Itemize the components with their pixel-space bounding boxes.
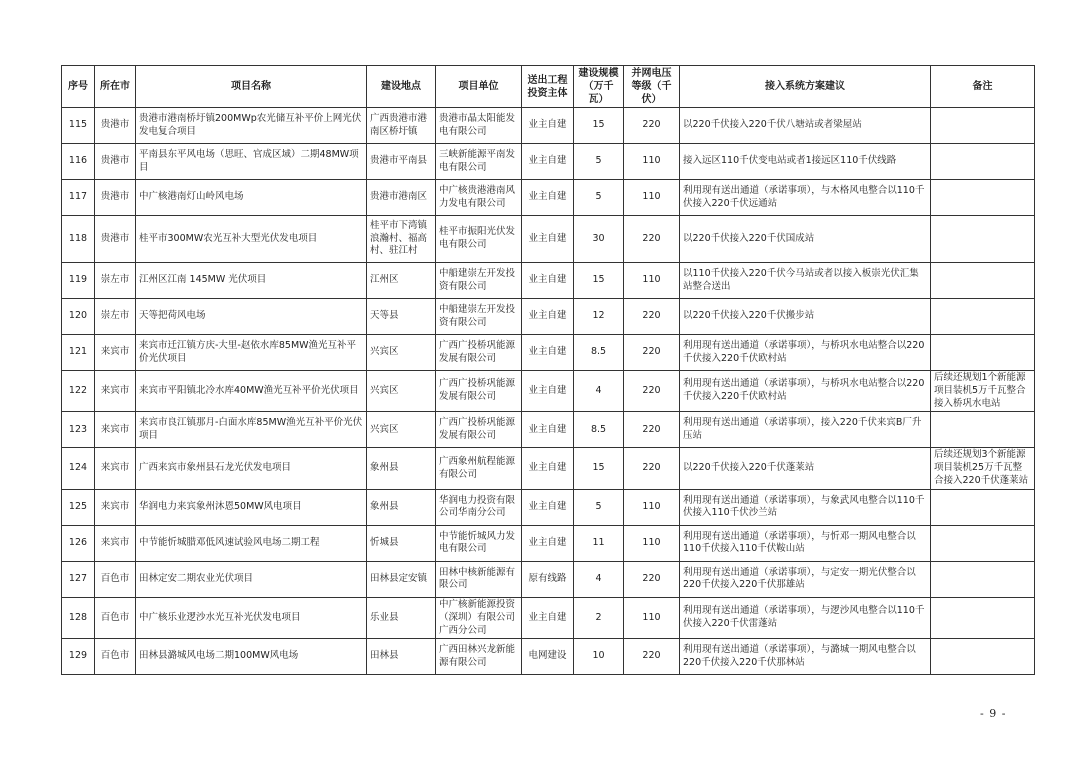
cell-investor: 业主自建 xyxy=(522,412,574,448)
table-row xyxy=(62,263,1035,299)
cell-access-plan: 利用现有送出通道（承诺事项），与木格风电整合以110千伏接入220千伏远通站 xyxy=(680,180,931,216)
cell-investor: 业主自建 xyxy=(522,489,574,525)
cell-access-plan: 利用现有送出通道（承诺事项），与忻邓一期风电整合以110千伏接入110千伏鞍山站 xyxy=(680,525,931,561)
cell-seq: 126 xyxy=(62,525,95,561)
cell-access-plan: 以220千伏接入220千伏搬步站 xyxy=(680,299,931,335)
cell-project-unit: 广西广投桥巩能源发展有限公司 xyxy=(436,412,522,448)
cell-project-unit: 广西象州航程能源有限公司 xyxy=(436,448,522,489)
cell-city: 来宾市 xyxy=(95,525,136,561)
cell-seq: 115 xyxy=(62,108,95,144)
cell-voltage: 220 xyxy=(624,216,680,263)
cell-project-name: 天等把荷风电场 xyxy=(136,299,367,335)
cell-remarks xyxy=(931,412,1035,448)
cell-seq: 116 xyxy=(62,144,95,180)
cell-investor: 业主自建 xyxy=(522,335,574,371)
cell-investor: 业主自建 xyxy=(522,263,574,299)
cell-project-name: 贵港市港南桥圩镇200MWp农光储互补平价上网光伏发电复合项目 xyxy=(136,108,367,144)
cell-access-plan: 利用现有送出通道（承诺事项），与桥巩水电站整合以220千伏接入220千伏欧村站 xyxy=(680,371,931,412)
cell-seq: 124 xyxy=(62,448,95,489)
cell-project-name: 田林定安二期农业光伏项目 xyxy=(136,561,367,597)
cell-seq: 121 xyxy=(62,335,95,371)
cell-investor: 业主自建 xyxy=(522,597,574,638)
cell-scale: 4 xyxy=(574,371,624,412)
cell-scale: 5 xyxy=(574,144,624,180)
cell-seq: 117 xyxy=(62,180,95,216)
cell-remarks xyxy=(931,180,1035,216)
header-remarks: 备注 xyxy=(931,66,1035,108)
cell-remarks: 后续还规划3个新能源项目装机25万千瓦整合接入220千伏蓬莱站 xyxy=(931,448,1035,489)
cell-remarks xyxy=(931,489,1035,525)
cell-city: 来宾市 xyxy=(95,412,136,448)
cell-remarks xyxy=(931,263,1035,299)
table-row xyxy=(62,180,1035,216)
cell-city: 来宾市 xyxy=(95,371,136,412)
cell-project-unit: 中广核贵港港南风力发电有限公司 xyxy=(436,180,522,216)
cell-city: 来宾市 xyxy=(95,448,136,489)
cell-remarks xyxy=(931,597,1035,638)
cell-seq: 120 xyxy=(62,299,95,335)
cell-project-unit: 贵港市晶太阳能发电有限公司 xyxy=(436,108,522,144)
cell-scale: 12 xyxy=(574,299,624,335)
cell-scale: 15 xyxy=(574,263,624,299)
cell-city: 贵港市 xyxy=(95,108,136,144)
cell-city: 百色市 xyxy=(95,561,136,597)
cell-location: 兴宾区 xyxy=(367,335,436,371)
cell-access-plan: 接入远区110千伏变电站或者1接远区110千伏线路 xyxy=(680,144,931,180)
cell-project-unit: 中船建崇左开发投资有限公司 xyxy=(436,299,522,335)
cell-scale: 5 xyxy=(574,180,624,216)
cell-remarks xyxy=(931,639,1035,675)
cell-remarks xyxy=(931,144,1035,180)
cell-investor: 业主自建 xyxy=(522,216,574,263)
cell-remarks xyxy=(931,299,1035,335)
cell-remarks: 后续还规划1个新能源项目装机5万千瓦整合接入桥巩水电站 xyxy=(931,371,1035,412)
cell-city: 贵港市 xyxy=(95,216,136,263)
cell-project-unit: 中船建崇左开发投资有限公司 xyxy=(436,263,522,299)
cell-location: 广西贵港市港南区桥圩镇 xyxy=(367,108,436,144)
cell-voltage: 220 xyxy=(624,448,680,489)
cell-project-name: 中广核乐业逻沙水光互补光伏发电项目 xyxy=(136,597,367,638)
cell-location: 江州区 xyxy=(367,263,436,299)
table-row xyxy=(62,639,1035,675)
cell-city: 贵港市 xyxy=(95,144,136,180)
cell-project-name: 来宾市迁江镇方庆-大里-赵依水库85MW渔光互补平价光伏项目 xyxy=(136,335,367,371)
table-row xyxy=(62,525,1035,561)
cell-investor: 业主自建 xyxy=(522,108,574,144)
cell-scale: 15 xyxy=(574,108,624,144)
table-row xyxy=(62,448,1035,489)
header-location: 建设地点 xyxy=(367,66,436,108)
cell-voltage: 110 xyxy=(624,263,680,299)
cell-investor: 电网建设 xyxy=(522,639,574,675)
cell-location: 田林县定安镇 xyxy=(367,561,436,597)
table-row xyxy=(62,412,1035,448)
cell-scale: 15 xyxy=(574,448,624,489)
cell-project-name: 江州区江南 145MW 光伏项目 xyxy=(136,263,367,299)
cell-project-unit: 广西广投桥巩能源发展有限公司 xyxy=(436,335,522,371)
header-access-plan: 接入系统方案建议 xyxy=(680,66,931,108)
cell-project-unit: 广西田林兴龙新能源有限公司 xyxy=(436,639,522,675)
cell-investor: 业主自建 xyxy=(522,180,574,216)
cell-investor: 业主自建 xyxy=(522,448,574,489)
cell-voltage: 220 xyxy=(624,412,680,448)
header-scale: 建设规模（万千瓦） xyxy=(574,66,624,108)
cell-project-name: 来宾市平阳镇北冷水库40MW渔光互补平价光伏项目 xyxy=(136,371,367,412)
cell-voltage: 220 xyxy=(624,639,680,675)
cell-seq: 119 xyxy=(62,263,95,299)
cell-city: 百色市 xyxy=(95,597,136,638)
header-voltage: 并网电压等级（千伏） xyxy=(624,66,680,108)
cell-seq: 129 xyxy=(62,639,95,675)
cell-location: 乐业县 xyxy=(367,597,436,638)
cell-project-unit: 桂平市振阳光伏发电有限公司 xyxy=(436,216,522,263)
cell-project-unit: 广西广投桥巩能源发展有限公司 xyxy=(436,371,522,412)
cell-remarks xyxy=(931,108,1035,144)
cell-investor: 业主自建 xyxy=(522,371,574,412)
cell-city: 贵港市 xyxy=(95,180,136,216)
header-city: 所在市 xyxy=(95,66,136,108)
cell-scale: 8.5 xyxy=(574,412,624,448)
cell-access-plan: 利用现有送出通道（承诺事项），与逻沙风电整合以110千伏接入220千伏雷蓬站 xyxy=(680,597,931,638)
cell-voltage: 220 xyxy=(624,561,680,597)
cell-project-name: 来宾市良江镇那月-白面水库85MW渔光互补平价光伏项目 xyxy=(136,412,367,448)
cell-project-name: 田林县潞城风电场二期100MW风电场 xyxy=(136,639,367,675)
cell-location: 贵港市平南县 xyxy=(367,144,436,180)
cell-access-plan: 以110千伏接入220千伏今马站或者以接入板崇光伏汇集站整合送出 xyxy=(680,263,931,299)
cell-voltage: 110 xyxy=(624,144,680,180)
header-row xyxy=(62,66,1035,108)
cell-investor: 业主自建 xyxy=(522,299,574,335)
cell-scale: 2 xyxy=(574,597,624,638)
table-row xyxy=(62,371,1035,412)
cell-investor: 业主自建 xyxy=(522,144,574,180)
cell-access-plan: 利用现有送出通道（承诺事项），接入220千伏来宾B厂升压站 xyxy=(680,412,931,448)
cell-access-plan: 利用现有送出通道（承诺事项），与象武风电整合以110千伏接入110千伏沙兰站 xyxy=(680,489,931,525)
cell-location: 田林县 xyxy=(367,639,436,675)
cell-location: 兴宾区 xyxy=(367,371,436,412)
cell-seq: 122 xyxy=(62,371,95,412)
cell-project-unit: 田林中核新能源有限公司 xyxy=(436,561,522,597)
cell-project-name: 中节能忻城腊邓低风速试验风电场二期工程 xyxy=(136,525,367,561)
cell-investor: 原有线路 xyxy=(522,561,574,597)
cell-access-plan: 利用现有送出通道（承诺事项），与定安一期光伏整合以220千伏接入220千伏那雄站 xyxy=(680,561,931,597)
table-row xyxy=(62,489,1035,525)
cell-voltage: 110 xyxy=(624,489,680,525)
header-seq: 序号 xyxy=(62,66,95,108)
cell-remarks xyxy=(931,216,1035,263)
cell-seq: 123 xyxy=(62,412,95,448)
cell-project-unit: 三峡新能源平南发电有限公司 xyxy=(436,144,522,180)
cell-voltage: 110 xyxy=(624,597,680,638)
cell-project-name: 中广核港南灯山岭风电场 xyxy=(136,180,367,216)
cell-investor: 业主自建 xyxy=(522,525,574,561)
cell-remarks xyxy=(931,525,1035,561)
table-row xyxy=(62,299,1035,335)
cell-project-unit: 华润电力投资有限公司华南分公司 xyxy=(436,489,522,525)
cell-voltage: 220 xyxy=(624,371,680,412)
cell-scale: 30 xyxy=(574,216,624,263)
cell-city: 百色市 xyxy=(95,639,136,675)
cell-location: 忻城县 xyxy=(367,525,436,561)
cell-project-name: 华润电力来宾象州沐恩50MW风电项目 xyxy=(136,489,367,525)
cell-city: 来宾市 xyxy=(95,489,136,525)
table-row xyxy=(62,108,1035,144)
cell-voltage: 220 xyxy=(624,335,680,371)
cell-project-name: 桂平市300MW农光互补大型光伏发电项目 xyxy=(136,216,367,263)
page-number: - 9 - xyxy=(980,707,1007,720)
cell-scale: 5 xyxy=(574,489,624,525)
cell-city: 崇左市 xyxy=(95,299,136,335)
cell-location: 天等县 xyxy=(367,299,436,335)
project-table xyxy=(61,65,1035,675)
cell-location: 象州县 xyxy=(367,448,436,489)
cell-seq: 128 xyxy=(62,597,95,638)
cell-scale: 4 xyxy=(574,561,624,597)
cell-seq: 125 xyxy=(62,489,95,525)
cell-access-plan: 以220千伏接入220千伏蓬莱站 xyxy=(680,448,931,489)
table-row xyxy=(62,597,1035,638)
header-investor: 送出工程投资主体 xyxy=(522,66,574,108)
cell-voltage: 220 xyxy=(624,108,680,144)
cell-seq: 118 xyxy=(62,216,95,263)
cell-scale: 8.5 xyxy=(574,335,624,371)
cell-remarks xyxy=(931,561,1035,597)
cell-location: 桂平市下湾镇浪瀚村、福高村、驻江村 xyxy=(367,216,436,263)
cell-project-name: 广西来宾市象州县石龙光伏发电项目 xyxy=(136,448,367,489)
cell-location: 兴宾区 xyxy=(367,412,436,448)
cell-voltage: 110 xyxy=(624,180,680,216)
cell-scale: 11 xyxy=(574,525,624,561)
cell-voltage: 110 xyxy=(624,525,680,561)
cell-remarks xyxy=(931,335,1035,371)
cell-access-plan: 利用现有送出通道（承诺事项），与潞城一期风电整合以220千伏接入220千伏那林站 xyxy=(680,639,931,675)
table-row xyxy=(62,216,1035,263)
cell-project-name: 平南县东平风电场（思旺、官成区域）二期48MW项目 xyxy=(136,144,367,180)
header-project-name: 项目名称 xyxy=(136,66,367,108)
cell-project-unit: 中广核新能源投资（深圳）有限公司广西分公司 xyxy=(436,597,522,638)
header-project-unit: 项目单位 xyxy=(436,66,522,108)
cell-city: 崇左市 xyxy=(95,263,136,299)
cell-location: 贵港市港南区 xyxy=(367,180,436,216)
table-row xyxy=(62,144,1035,180)
cell-seq: 127 xyxy=(62,561,95,597)
table-row xyxy=(62,561,1035,597)
cell-scale: 10 xyxy=(574,639,624,675)
cell-project-unit: 中节能忻城风力发电有限公司 xyxy=(436,525,522,561)
cell-location: 象州县 xyxy=(367,489,436,525)
cell-voltage: 220 xyxy=(624,299,680,335)
table-row xyxy=(62,335,1035,371)
cell-access-plan: 以220千伏接入220千伏国成站 xyxy=(680,216,931,263)
cell-city: 来宾市 xyxy=(95,335,136,371)
cell-access-plan: 利用现有送出通道（承诺事项），与桥巩水电站整合以220千伏接入220千伏欧村站 xyxy=(680,335,931,371)
cell-access-plan: 以220千伏接入220千伏八塘站或者梁屋站 xyxy=(680,108,931,144)
